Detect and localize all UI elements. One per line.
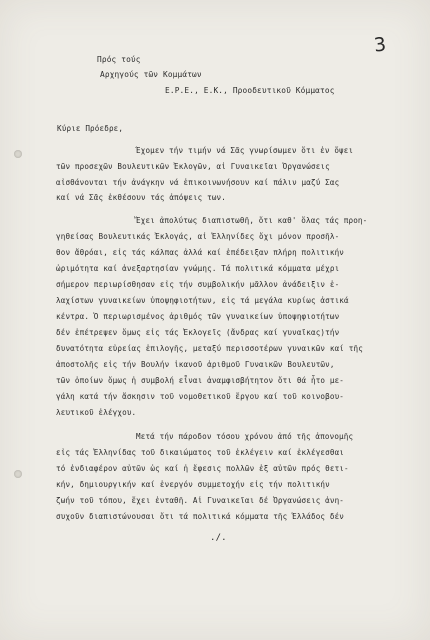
address-line: Αρχηγούς τῶν Κομμάτων [100, 70, 202, 79]
body-line: ὡριμότητα καί ἀνεξαρτησίαν γνώμης. Τά πολιτικά κόμματα μέχρι [56, 264, 340, 273]
continuation-mark: ./. [210, 533, 227, 543]
punch-hole [14, 150, 22, 158]
body-line: λαχίστων γυναικείων ὑποψηφιοτήτων, εἰς τά μεγάλα κυρίως ἀστικά [56, 296, 349, 305]
body-line: γηθείσας Βουλευτικάς Ἐκλογάς, αἱ Ἑλληνίδες ὄχι μόνον προσῆλ- [56, 232, 340, 241]
body-line: εἰς τάς Ἑλληνίδας τοῦ δικαιώματος τοῦ ἐκλέγειν καί ἐκλέγεσθαι [56, 448, 345, 457]
body-line: λευτικοῦ ἐλέγχου. [56, 408, 137, 417]
punch-hole [14, 470, 22, 478]
body-line: Μετά τήν πάροδον τόσου χρόνου ἀπό τῆς ἀπονομῆς [136, 432, 354, 441]
body-line: κήν, δημιουργικήν καί ἐνεργόν συμμετοχήν εἰς τήν πολιτικήν [56, 480, 330, 489]
body-line: ζωήν τοῦ τόπου, ἔχει ἐνταθῆ. Αἱ Γυναικεῖαι δέ Ὀργανώσεις ἀνη- [56, 496, 345, 505]
body-line: δυνατότητα εὐρείας ἐπιλογῆς, μεταξύ περισσοτέρων γυναικῶν καί τῆς [56, 344, 363, 353]
body-line: συχοῦν διαπιστώνουσαι ὅτι τά πολιτικά κόμματα τῆς Ἑλλάδος δέν [56, 512, 345, 521]
body-line: τῶν ὁποίων ὅμως ἡ συμβολή εἶναι ἀναμφισβήτητον ὅτι θά ἦτο με- [56, 376, 345, 385]
body-line: σήμερον περιωρίσθησαν εἰς τήν συμβολικήν μᾶλλον ἀνάδειξιν ἐ- [56, 280, 340, 289]
body-line: γάλη κατά τήν ἄσκησιν τοῦ νομοθετικοῦ ἔργου καί τοῦ κοινοβου- [56, 392, 345, 401]
body-line: κέντρα. Ὁ περιωρισμένος ἀριθμός τῶν γυναικείων ὑποψηφιοτήτων [56, 312, 340, 321]
address-line: Ε.Ρ.Ε., Ε.Κ., Προοδευτικοῦ Κόμματος [165, 86, 335, 95]
body-line: τό ἐνδιαφέρον αὐτῶν ὡς καί ἡ ἔφεσις πολλῶν ἐξ αὐτῶν πρός θετι- [56, 464, 349, 473]
body-line: Έχομεν τήν τιμήν νά Σᾶς γνωρίσωμεν ὅτι ἐν ὄψει [136, 146, 354, 155]
body-line: καί νά Σᾶς ἐκθέσουν τάς ἀπόψεις των. [56, 193, 226, 202]
body-line: θον ἄθρόαι, εἰς τάς κάλπας ἀλλά καί ἐπέδειξαν πλήρη πολιτικήν [56, 248, 345, 257]
body-line: δέν ἐπέτρεψεν ὅμως εἰς τάς Ἐκλογεῖς (ἄνδρας καί γυναῖκας)τήν [56, 328, 340, 337]
body-line: ἀποστολῆς εἰς τήν Βουλήν ἱκανοῦ ἀριθμοῦ Γυναικῶν Βουλευτῶν, [56, 360, 335, 369]
body-line: Ἔχει ἀπολύτως διαπιστωθῆ, ὅτι καθ' ὅλας τάς προη- [136, 216, 368, 225]
body-line: αἰσθάνονται τήν ἀνάγκην νά ἐπικοινωνήσουν καί πάλιν μαζύ Σας [56, 178, 340, 187]
salutation: Κύριε Πρόεδρε, [57, 124, 124, 133]
body-line: τῶν προσεχῶν Βουλευτικῶν Ἐκλογῶν, αἱ Γυναικεῖαι Ὀργανώσεις [56, 162, 330, 171]
address-line: Πρός τούς [97, 55, 141, 64]
page-number: 3 [372, 33, 388, 57]
